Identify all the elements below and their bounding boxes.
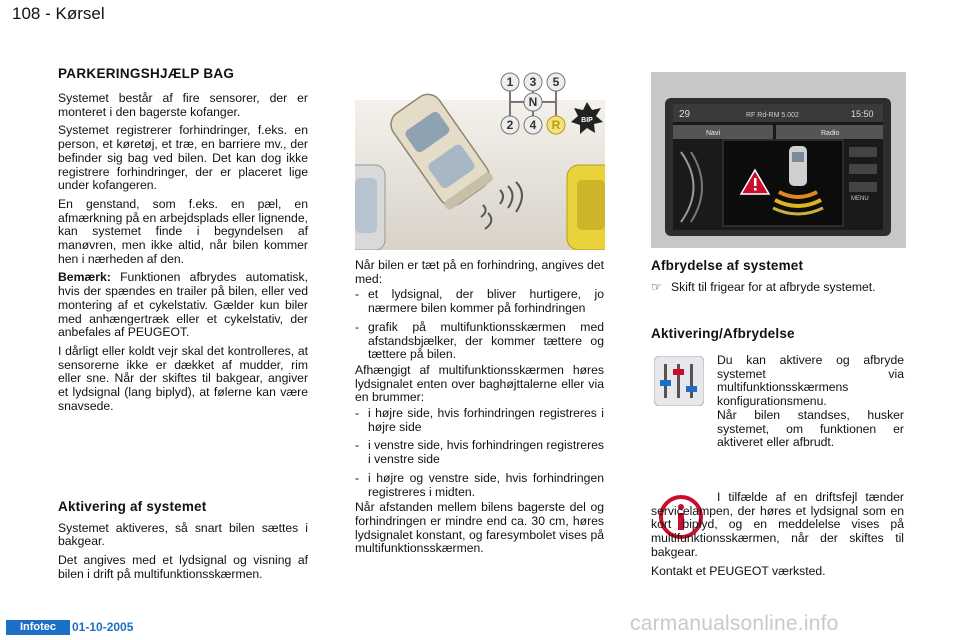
screen-svg <box>651 72 906 248</box>
pointing-hand-icon: ☞ <box>651 279 662 294</box>
paragraph: Kontakt et PEUGEOT værksted. <box>651 563 826 578</box>
page-header <box>12 4 105 24</box>
list-item: - i højre side, hvis forhindringen registreres i højre side <box>355 406 604 434</box>
edition-date: 01-10-2005 <box>72 620 134 634</box>
screen-menu-label: MENU <box>851 196 869 202</box>
gear-4: 4 <box>529 118 537 132</box>
screen-time-left: 29 <box>679 109 691 120</box>
paragraph: I tilfælde af en driftsfejl tænder servicelampen, der høres et lydsignal som en kort biplyd, og en meddelelse vises på multifunktionsskærmen, når der skiftes til bakgear. <box>651 490 904 559</box>
screen-clock: 15:50 <box>851 109 874 119</box>
list-item-text: i højre side, hvis forhindringen registreres i højre side <box>368 406 604 434</box>
subsection-title: Aktivering/Afbrydelse <box>651 326 795 341</box>
paragraph: Når bilen standses, husker systemet, om funktionen er aktiveret eller afbrudt. <box>717 408 904 450</box>
right-column <box>651 259 904 294</box>
multifunction-screen-photo <box>651 72 906 248</box>
list-item-text: et lydsignal, der bliver hurtigere, jo nærmere bilen kommer på forhindringen <box>368 287 604 316</box>
header-sep: - <box>40 4 56 23</box>
screen-frequency: RF Rd-RM 5.002 <box>746 112 799 119</box>
paragraph: Det angives med et lydsignal og visning af bilen i drift på multifunktionsskærmen. <box>58 553 308 581</box>
note-label: Bemærk: <box>58 270 111 285</box>
gear-1: 1 <box>506 75 514 89</box>
paragraph: I dårligt eller koldt vejr skal det kontrolleres, at sensorerne ikke er dækket af mudder, rim eller sne. Når der skiftes til bakgear, angiver et lydsignal (lang biplyd), at følerne kan være snavsede. <box>58 343 308 413</box>
section-title: PARKERINGSHJÆLP BAG <box>58 66 235 81</box>
list-item-text: grafik på multifunktionsskærmen med afstandsbjælker, der kommer tættere og tættere på bilen. <box>368 319 604 362</box>
page-number: 108 <box>12 4 41 23</box>
screen-tab-navi: Navi <box>706 130 721 137</box>
gear-n: N <box>528 95 538 109</box>
left-column-bottom <box>58 500 308 587</box>
list-item: - i højre og venstre side, hvis forhindringen registreres i midten. <box>355 470 604 499</box>
right-column-activation <box>651 327 904 341</box>
subsection-title: Aktivering af systemet <box>58 499 207 514</box>
paragraph: Når afstanden mellem bilens bagerste del og forhindringen er mindre end ca. 30 cm, høres lydsignalet konstant, og faresymbolet vises på multifunktionsskærmen. <box>355 500 604 556</box>
activation-text <box>717 354 904 414</box>
list-item <box>651 281 904 295</box>
left-column-top <box>58 92 308 418</box>
infotec-badge: Infotec <box>6 620 70 635</box>
paragraph: Når bilen er tæt på en forhindring, angives det med: <box>355 258 604 286</box>
paragraph: Systemet består af fire sensorer, der er monteret i den bagerste kofanger. <box>58 91 308 119</box>
note-paragraph <box>58 271 308 340</box>
bip-label: BIP <box>581 117 593 124</box>
list-item-text: i venstre side, hvis forhindringen registreres i venstre side <box>368 438 604 467</box>
gear-5: 5 <box>552 75 560 89</box>
middle-column <box>355 259 604 561</box>
screen-tab-radio: Radio <box>821 130 840 137</box>
watermark: carmanualsonline.info <box>630 612 839 635</box>
paragraph: Systemet aktiveres, så snart bilen sættes i bakgear. <box>58 520 308 549</box>
activation-text-2 <box>651 409 904 455</box>
list-item: - i venstre side, hvis forhindringen registreres i venstre side <box>355 438 604 467</box>
note-text: Funktionen afbrydes automatisk, hvis der spændes en trailer på bilen, eller ved montering af et cykelstativ. Gælder kun biler med anhængertræk eller et cykelstativ, der anbefales af PEUGEOT. <box>58 270 308 340</box>
chapter-title: Kørsel <box>55 4 105 23</box>
list-item-text: i højre og venstre side, hvis forhindringen registreres i midten. <box>368 470 604 499</box>
subsection-title: Afbrydelse af systemet <box>651 258 804 273</box>
paragraph: Systemet registrerer forhindringer, f.eks. en person, et køretøj, et træ, en barriere mv., der befinder sig bag ved bilen. Det kan dog ikke registrere forhindringer, der er placeret lige under kofangeren. <box>58 123 308 193</box>
parked-car-right <box>567 165 605 250</box>
list-item: - et lydsignal, der bliver hurtigere, jo nærmere bilen kommer på forhindringen <box>355 287 604 316</box>
parked-car-left <box>355 165 385 250</box>
paragraph: Afhængigt af multifunktionsskærmen høres lydsignalet enten over baghøjttalerne eller via en brummer: <box>355 362 604 405</box>
paragraph: Du kan aktivere og afbryde systemet via multifunktionsskærmens konfigurationsmenu. <box>717 353 904 409</box>
gear-3: 3 <box>529 75 537 89</box>
parking-svg <box>355 70 605 250</box>
parking-illustration <box>355 70 605 250</box>
gear-r: R <box>551 118 561 132</box>
paragraph: En genstand, som f.eks. en pæl, en afmærkning på en arbejdsplads eller lignende, kan systemet finde i begyndelsen af manøvren, men ikke altid, når bilen kommer hen i nærheden af den. <box>58 196 308 266</box>
list-item-text: Skift til frigear for at afbryde systemet. <box>671 279 876 294</box>
gear-2: 2 <box>506 118 514 132</box>
list-item: - grafik på multifunktionsskærmen med afstandsbjælker, der kommer tættere og tættere på bilen. <box>355 319 604 362</box>
fault-paragraph <box>651 491 904 583</box>
settings-sliders-icon <box>654 356 704 406</box>
